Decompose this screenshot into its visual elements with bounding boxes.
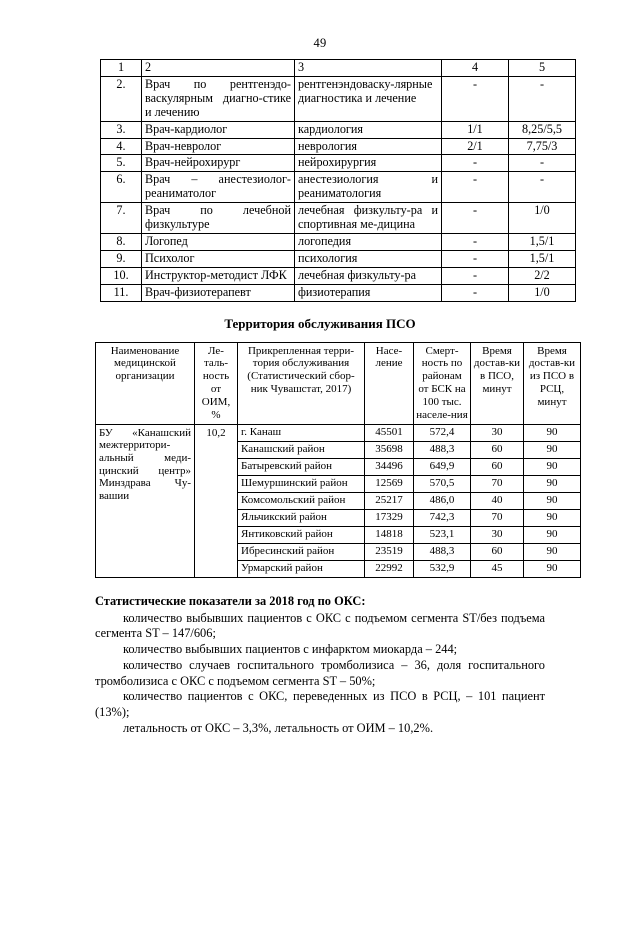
row-number: 2. — [101, 76, 142, 121]
row-value-5: 2/2 — [509, 267, 576, 284]
population-list — [365, 425, 413, 577]
row-value-5: - — [509, 172, 576, 203]
territory-name: Яльчикский район — [238, 509, 364, 526]
list-item — [471, 560, 523, 577]
row-value-5: 7,75/3 — [509, 138, 576, 155]
population-value: 34496 — [365, 458, 413, 475]
row-value-4: - — [442, 172, 509, 203]
population-value: 22992 — [375, 561, 403, 574]
row-number: 3. — [101, 121, 142, 138]
list-item — [365, 560, 413, 577]
statistics-section — [95, 594, 545, 737]
list-item — [524, 425, 580, 442]
row-number: 6. — [101, 172, 142, 203]
statistics-item: летальность от ОКС – 3,3%, летальность от ОИМ – 10,2%. — [123, 720, 434, 735]
header-lethality: Ле-таль-ность от ОИМ, % — [195, 342, 238, 424]
row-specialty: неврология — [295, 138, 442, 155]
time-to-pso-value: 30 — [471, 425, 523, 442]
list-item — [238, 441, 364, 458]
list-item — [471, 425, 523, 442]
lethality-value: 10,2 — [195, 424, 238, 577]
mortality-value: 570,5 — [414, 475, 470, 492]
time-pso-to-rsc-list-cell — [524, 424, 581, 577]
table-row — [101, 250, 576, 267]
table-row — [101, 203, 576, 234]
territory-list — [238, 425, 364, 577]
territory-name: Комсомольский район — [238, 492, 364, 509]
list-item — [414, 458, 470, 475]
row-value-4: - — [442, 233, 509, 250]
table-row — [101, 233, 576, 250]
statistics-item: количество выбывших пациентов с инфарктом миокарда – 244; — [123, 642, 458, 656]
column-number-2: 2 — [142, 60, 295, 77]
row-position: Врач-кардиолог — [142, 121, 295, 138]
time-to-pso-value: 60 — [471, 441, 523, 458]
population-value: 25217 — [365, 492, 413, 509]
row-value-5: 1/0 — [509, 284, 576, 301]
list-item — [471, 475, 523, 492]
row-position: Психолог — [142, 250, 295, 267]
mortality-list — [414, 425, 470, 577]
list-item — [414, 543, 470, 560]
list-item — [524, 441, 580, 458]
column-number-1: 1 — [101, 60, 142, 77]
header-mortality: Смерт-ность по районам от БСК на 100 тыс. населе-ния — [414, 342, 471, 424]
row-value-5: - — [509, 76, 576, 121]
list-item — [524, 526, 580, 543]
territory-header-row — [96, 342, 581, 424]
territory-section-heading: Территория обслуживания ПСО — [224, 315, 416, 331]
time-to-pso-list-cell — [471, 424, 524, 577]
time-to-pso-value: 60 — [471, 543, 523, 560]
list-item — [238, 458, 364, 475]
table-row — [101, 284, 576, 301]
table-row — [101, 155, 576, 172]
staffing-table-container — [100, 59, 562, 302]
mortality-value: 488,3 — [414, 441, 470, 458]
time-pso-to-rsc-value: 90 — [524, 425, 580, 442]
row-position: Врач по лечебной физкультуре — [142, 203, 295, 234]
time-pso-to-rsc-value: 90 — [524, 509, 580, 526]
list-item — [471, 509, 523, 526]
mortality-value: 532,9 — [429, 561, 455, 574]
time-to-pso-value: 45 — [491, 561, 503, 574]
column-number-4: 4 — [442, 60, 509, 77]
list-item — [238, 475, 364, 492]
row-number: 10. — [101, 267, 142, 284]
row-specialty: психология — [295, 250, 442, 267]
row-position: Врач-невролог — [142, 138, 295, 155]
time-to-pso-list — [471, 425, 523, 577]
row-specialty: лечебная физкульту-ра и спортивная ме-дицина — [295, 203, 442, 234]
population-value: 17329 — [365, 509, 413, 526]
time-pso-to-rsc-value: 90 — [524, 475, 580, 492]
statistics-item: количество выбывших пациентов с ОКС с подъемом сегмента ST/без подъема сегмента ST – 147/606; — [95, 610, 545, 641]
column-number-3: 3 — [295, 60, 442, 77]
list-item — [471, 458, 523, 475]
list-item — [524, 543, 580, 560]
list-item — [414, 492, 470, 509]
time-to-pso-value: 40 — [471, 492, 523, 509]
list-item — [365, 458, 413, 475]
list-item — [238, 560, 364, 577]
time-to-pso-value: 70 — [471, 509, 523, 526]
mortality-value: 572,4 — [414, 425, 470, 442]
territory-name: Канашский район — [238, 441, 364, 458]
list-item — [414, 441, 470, 458]
column-number-5: 5 — [509, 60, 576, 77]
row-value-4: 2/1 — [442, 138, 509, 155]
territory-table — [95, 342, 581, 578]
statistics-title: Статистические показатели за 2018 год по ОКС: — [95, 593, 366, 608]
mortality-value: 742,3 — [414, 509, 470, 526]
row-value-5: - — [509, 155, 576, 172]
row-position: Логопед — [142, 233, 295, 250]
time-pso-to-rsc-list — [524, 425, 580, 577]
list-item — [238, 492, 364, 509]
row-value-5: 1/0 — [509, 203, 576, 234]
list-item — [471, 543, 523, 560]
row-number: 8. — [101, 233, 142, 250]
row-specialty: анестезиология и реаниматология — [295, 172, 442, 203]
list-item — [524, 475, 580, 492]
table-row — [101, 121, 576, 138]
list-item — [524, 458, 580, 475]
row-number: 4. — [101, 138, 142, 155]
population-value: 23519 — [365, 543, 413, 560]
population-value: 45501 — [365, 425, 413, 442]
row-value-4: - — [442, 267, 509, 284]
row-position: Врач-нейрохирург — [142, 155, 295, 172]
table-row — [101, 138, 576, 155]
list-item — [238, 425, 364, 442]
list-item — [365, 526, 413, 543]
population-list-cell — [365, 424, 414, 577]
mortality-value: 649,9 — [414, 458, 470, 475]
time-pso-to-rsc-value: 90 — [524, 441, 580, 458]
organization-name: БУ «Канашский межтерритори-альный меди-цинский центр» Минздрава Чу-вашии — [96, 424, 195, 577]
row-value-5: 8,25/5,5 — [509, 121, 576, 138]
time-to-pso-value: 60 — [471, 458, 523, 475]
time-to-pso-value: 30 — [471, 526, 523, 543]
list-item — [414, 526, 470, 543]
row-specialty: физиотерапия — [295, 284, 442, 301]
header-territory: Прикрепленная терри-тория обслуживания (Статистический сбор-ник Чувашстат, 2017) — [238, 342, 365, 424]
list-item — [524, 492, 580, 509]
row-value-4: - — [442, 250, 509, 267]
row-position: Врач-физиотерапевт — [142, 284, 295, 301]
list-item — [471, 492, 523, 509]
row-value-4: - — [442, 284, 509, 301]
mortality-value: 488,3 — [414, 543, 470, 560]
header-time-to-pso: Время достав-ки в ПСО, минут — [471, 342, 524, 424]
header-population: Насе-ление — [365, 342, 414, 424]
page-number: 49 — [313, 36, 327, 50]
statistics-item: количество пациентов с ОКС, переведенных из ПСО в РСЦ, – 101 пациент (13%); — [95, 689, 545, 719]
row-specialty: лечебная физкульту-ра — [295, 267, 442, 284]
population-value: 14818 — [365, 526, 413, 543]
territory-table-container — [95, 342, 576, 578]
list-item — [238, 526, 364, 543]
row-value-4: - — [442, 155, 509, 172]
row-position: Врач по рентгенэдо-васкулярным диагно-стике и лечению — [142, 76, 295, 121]
list-item — [471, 441, 523, 458]
row-specialty: логопедия — [295, 233, 442, 250]
mortality-value: 486,0 — [414, 492, 470, 509]
row-number: 9. — [101, 250, 142, 267]
list-item — [524, 560, 580, 577]
table-row — [101, 172, 576, 203]
table-row — [101, 76, 576, 121]
row-number: 11. — [101, 284, 142, 301]
row-value-4: - — [442, 203, 509, 234]
population-value: 12569 — [365, 475, 413, 492]
territory-name: Шемуршинский район — [238, 475, 364, 492]
mortality-list-cell — [414, 424, 471, 577]
territory-list-cell — [238, 424, 365, 577]
row-value-5: 1,5/1 — [509, 233, 576, 250]
time-pso-to-rsc-value: 90 — [524, 543, 580, 560]
time-pso-to-rsc-value: 90 — [524, 526, 580, 543]
list-item — [365, 441, 413, 458]
territory-table-body — [96, 424, 581, 577]
header-organization: Наименование медицинской организации — [96, 342, 195, 424]
list-item — [524, 509, 580, 526]
statistics-item: количество случаев госпитального тромболизиса – 36, доля госпитального тромболизиса с ОКС с подъемом сегмента ST – 50%; — [95, 657, 545, 688]
time-pso-to-rsc-value: 90 — [546, 561, 558, 574]
row-position: Врач – анестезиолог-реаниматолог — [142, 172, 295, 203]
mortality-value: 523,1 — [414, 526, 470, 543]
row-specialty: кардиология — [295, 121, 442, 138]
row-position: Инструктор-методист ЛФК — [142, 267, 295, 284]
document-page — [0, 36, 640, 941]
territory-name: Урмарский район — [241, 561, 323, 574]
staffing-table-body — [101, 60, 576, 302]
list-item — [414, 509, 470, 526]
row-value-4: 1/1 — [442, 121, 509, 138]
territory-name: Ибресинский район — [238, 543, 364, 560]
list-item — [365, 509, 413, 526]
list-item — [238, 543, 364, 560]
list-item — [414, 425, 470, 442]
territory-name: Янтиковский район — [238, 526, 364, 543]
list-item — [365, 543, 413, 560]
row-specialty: нейрохирургия — [295, 155, 442, 172]
row-value-4: - — [442, 76, 509, 121]
row-specialty: рентгенэндоваску-лярные диагностика и лечение — [295, 76, 442, 121]
territory-name: г. Канаш — [238, 425, 364, 442]
list-item — [238, 509, 364, 526]
list-item — [365, 425, 413, 442]
list-item — [365, 492, 413, 509]
territory-table-head — [96, 342, 581, 424]
time-to-pso-value: 70 — [471, 475, 523, 492]
list-item — [471, 526, 523, 543]
table-row — [101, 267, 576, 284]
row-number: 7. — [101, 203, 142, 234]
staffing-table-column-number-row — [101, 60, 576, 77]
list-item — [414, 475, 470, 492]
row-number: 5. — [101, 155, 142, 172]
population-value: 35698 — [365, 441, 413, 458]
staffing-table — [100, 59, 576, 302]
list-item — [414, 560, 470, 577]
time-pso-to-rsc-value: 90 — [524, 458, 580, 475]
time-pso-to-rsc-value: 90 — [524, 492, 580, 509]
row-value-5: 1,5/1 — [509, 250, 576, 267]
list-item — [365, 475, 413, 492]
territory-name: Батыревский район — [238, 458, 364, 475]
header-time-pso-to-rsc: Время достав-ки из ПСО в РСЦ, минут — [524, 342, 581, 424]
territory-data-row — [96, 424, 581, 577]
